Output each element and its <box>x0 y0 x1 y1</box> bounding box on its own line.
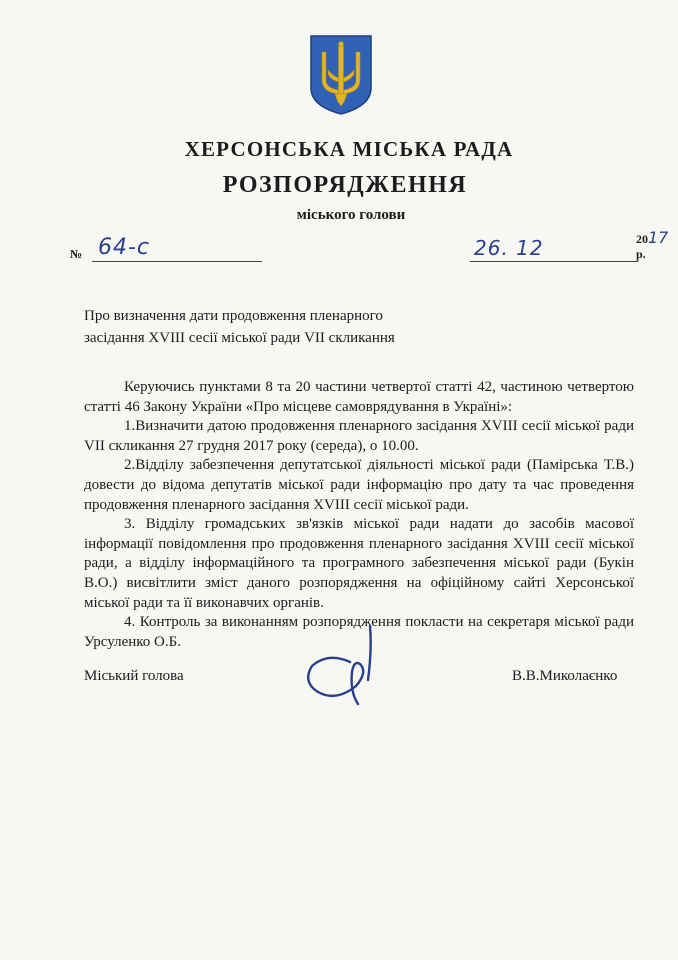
body-item-4: 4. Контроль за виконанням розпорядження покласти на секретаря міської ради Урсуленко О.Б. <box>84 614 634 650</box>
document-number: 64-с <box>98 235 151 260</box>
body-item-1: 1.Визначити датою продовження пленарного засідання XVIII сесії міської ради VII скликання 27 грудня 2017 року (середа), о 10.00. <box>84 418 634 454</box>
subject-line-1: Про визначення дати продовження пленарного <box>84 308 383 324</box>
body-item-2: 2.Відділу забезпечення депутатської діяльності міської ради (Памірська Т.В.) довести до відома депутатів міської ради інформацію про дату та час проведення продовження пленарного засідання XVIII сесії міської ради. <box>84 457 634 513</box>
registration-row <box>70 228 669 268</box>
council-name: ХЕРСОНСЬКА МІСЬКА РАДА <box>184 137 514 161</box>
document-year: 2017 р. <box>636 228 669 261</box>
number-label: № <box>70 247 83 261</box>
body-intro: Керуючись пунктами 8 та 20 частини четвертої статті 42, частиною четвертою статті 46 Закону України «Про місцеве самоврядування в Україні»: <box>84 379 634 415</box>
number-underline <box>92 261 262 262</box>
handwritten-signature-icon <box>298 620 398 720</box>
coat-of-arms-icon <box>309 34 373 116</box>
document-subject <box>84 305 395 349</box>
signatory-name: В.В.Миколаєнко <box>512 668 618 684</box>
date-underline <box>470 261 638 262</box>
signature-title: Міський голова <box>84 668 184 684</box>
subject-line-2: засідання XVIII сесії міської ради VII скликання <box>84 330 395 346</box>
document-date: 26. 12 <box>474 236 544 260</box>
body-item-3: 3. Відділу громадських зв'язків міської ради надати до засобів масової інформації повідомлення про продовження пленарного засідання XVIII сесії міської ради, а відділу інформаційного та програмного забезпечення міської ради (Букін В.О.) висвітлити зміст даного розпорядження на офіційному сайті Херсонської міської ради та її виконавчих органів. <box>84 516 634 611</box>
document-type: РОЗПОРЯДЖЕННЯ <box>222 172 468 198</box>
document-body <box>84 378 634 652</box>
issuer-subtitle: міського голови <box>296 207 406 223</box>
